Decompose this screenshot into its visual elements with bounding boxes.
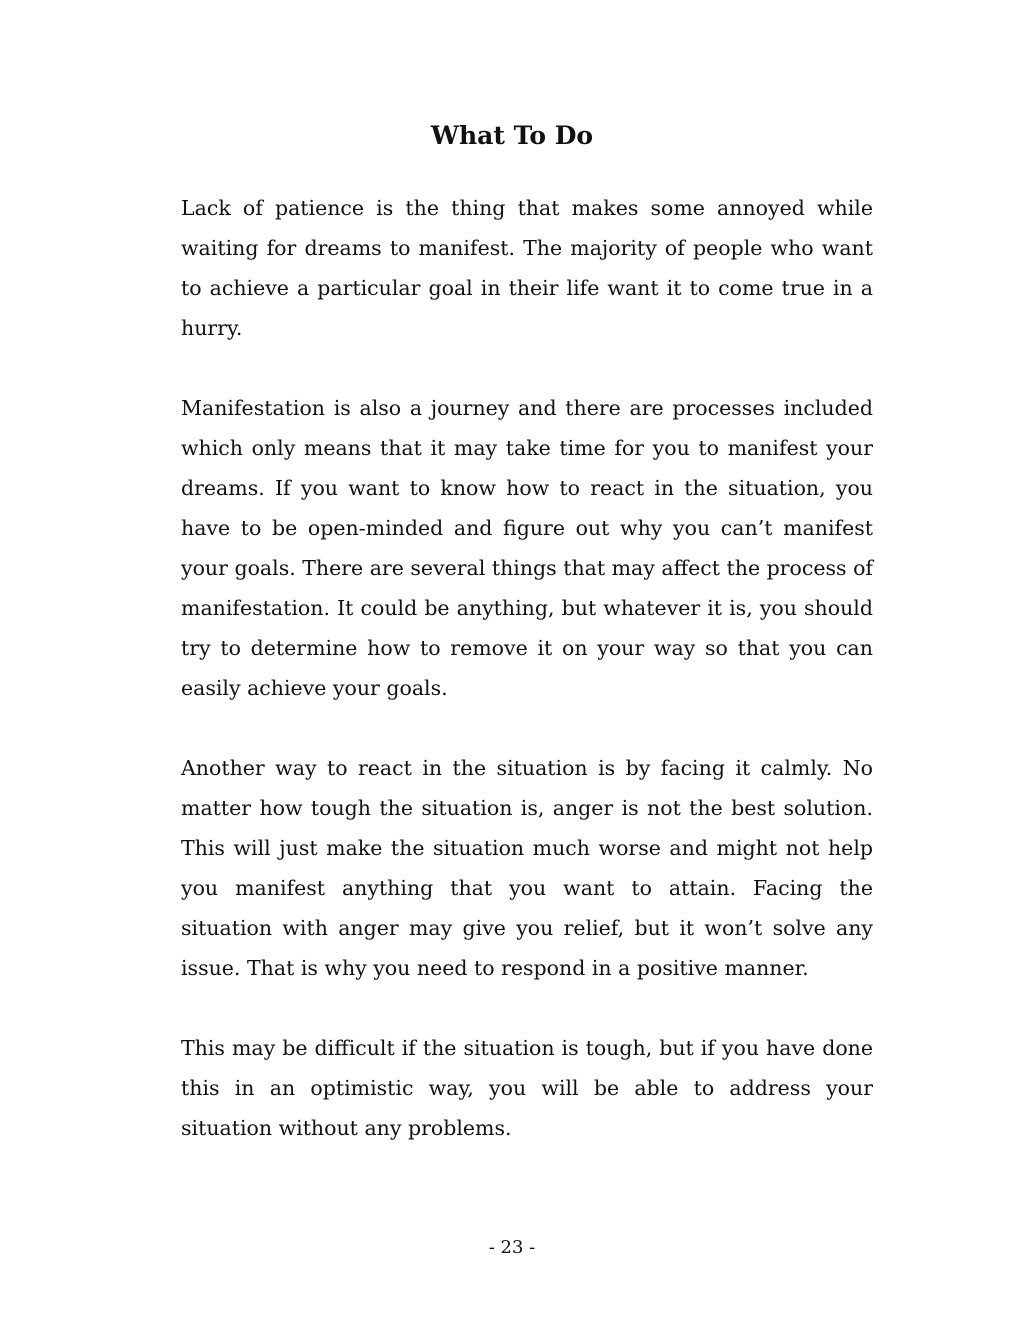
paragraph-3: Another way to react in the situation is by facing it calmly. No matter how tough the situation is, anger is not the best solution. This will just make the situation much worse and might not help you manifest anything that you want to attain. Facing the situation with anger may give you relief, but it won’t solve any issue. That is why you need to respond in a positive manner. xyxy=(181,756,873,980)
paragraph-2: Manifestation is also a journey and there are processes included which only means that it may take time for you to manifest your dreams. If you want to know how to react in the situation, you have to be open-minded and figure out why you can’t manifest your goals. There are several things that may affect the process of manifestation. It could be anything, but whatever it is, you should try to determine how to remove it on your way so that you can easily achieve your goals. xyxy=(181,396,873,700)
page-number: - 23 - xyxy=(488,1237,536,1258)
body-text xyxy=(181,188,873,1188)
page-title: What To Do xyxy=(430,121,594,150)
paragraph-1: Lack of patience is the thing that makes some annoyed while waiting for dreams to manifest. The majority of people who want to achieve a particular goal in their life want it to come true in a hurry. xyxy=(181,196,873,340)
paragraph-4: This may be difficult if the situation is tough, but if you have done this in an optimistic way, you will be able to address your situation without any problems. xyxy=(181,1036,873,1140)
